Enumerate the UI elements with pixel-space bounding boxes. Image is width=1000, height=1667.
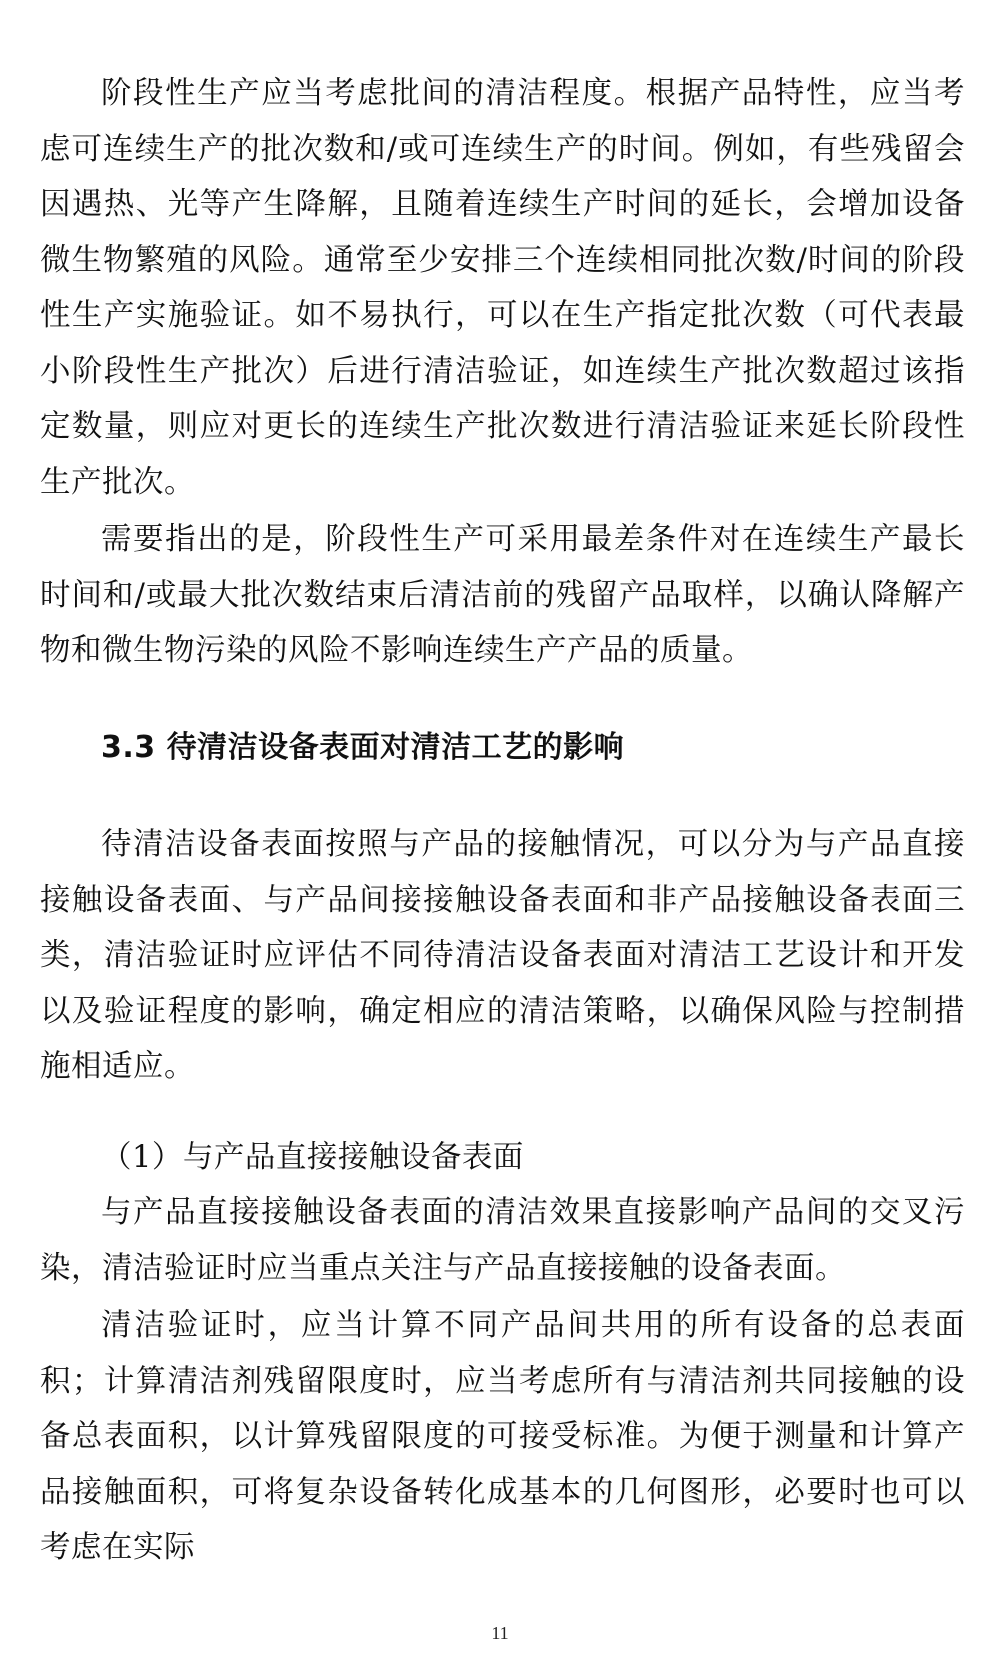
paragraph-surface-classification: 待清洁设备表面按照与产品的接触情况，可以分为与产品直接接触设备表面、与产品间接接触设备表面和非产品接触设备表面三类，清洁验证时应评估不同待清洁设备表面对清洁工艺设计和开发以及验证程度的影响，确定相应的清洁策略，以确保风险与控制措施相适应。: [40, 827, 965, 1084]
subsection-heading: （1）与产品直接接触设备表面: [101, 1140, 524, 1175]
page-number: 11: [491, 1623, 509, 1643]
paragraph-direct-contact: 与产品直接接触设备表面的清洁效果直接影响产品间的交叉污染，清洁验证时应当重点关注与产品直接接触的设备表面。: [40, 1195, 965, 1286]
document-page: [40, 0, 965, 1667]
paragraph-surface-area: 清洁验证时，应当计算不同产品间共用的所有设备的总表面积；计算清洁剂残留限度时，应当考虑所有与清洁剂共同接触的设备总表面积，以计算残留限度的可接受标准。为便于测量和计算产品接触面积，可将复杂设备转化成基本的几何图形，必要时也可以考虑在实际: [40, 1308, 965, 1565]
paragraph-campaign-production: 阶段性生产应当考虑批间的清洁程度。根据产品特性，应当考虑可连续生产的批次数和/或可连续生产的时间。例如，有些残留会因遇热、光等产生降解，且随着连续生产时间的延长，会增加设备微生物繁殖的风险。通常至少安排三个连续相同批次数/时间的阶段性生产实施验证。如不易执行，可以在生产指定批次数（可代表最小阶段性生产批次）后进行清洁验证，如连续生产批次数超过该指定数量，则应对更长的连续生产批次数进行清洁验证来延长阶段性生产批次。: [40, 76, 965, 500]
section-heading: 3.3 待清洁设备表面对清洁工艺的影响: [101, 730, 625, 765]
paragraph-worst-case-sampling: 需要指出的是，阶段性生产可采用最差条件对在连续生产最长时间和/或最大批次数结束后清洁前的残留产品取样，以确认降解产物和微生物污染的风险不影响连续生产产品的质量。: [40, 522, 965, 668]
